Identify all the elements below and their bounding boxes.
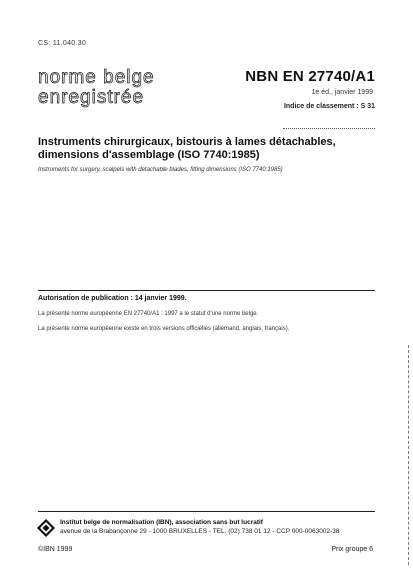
- document-subtitle-english: Instruments for surgery, scalpels with detachable blades, fitting dimensions (ISO 7740:1985): [38, 167, 283, 173]
- versions-paragraph: La présente norme européenne existe en trois versions officielles (allemand, anglais, français).: [38, 326, 290, 332]
- enregistree-label: enregistrée: [38, 87, 145, 108]
- divider-middle: [38, 290, 375, 291]
- classification-index: Indice de classement : S 31: [283, 103, 375, 110]
- divider-bottom: [38, 511, 375, 512]
- copyright: ©IBN 1999: [38, 546, 73, 553]
- institute-address: avenue de la Brabançonne 29 - 1000 BRUXELLES - TEL. (02) 738 01 12 - CCP 000-0063002-38: [60, 528, 340, 535]
- margin-scan-line: [408, 345, 409, 565]
- divider-top: [283, 128, 375, 129]
- standard-number: NBN EN 27740/A1: [245, 68, 375, 85]
- ics-code: CS: 11.040.30: [38, 40, 87, 47]
- document-title: Instruments chirurgicaux, bistouris à lames détachables, dimensions d'assemblage (ISO 7740:1985): [38, 136, 336, 161]
- ibn-logo-icon: [36, 518, 56, 538]
- price-group: Prix groupe 6: [331, 546, 373, 553]
- publication-authorization: Autorisation de publication : 14 janvier 1999.: [38, 295, 187, 302]
- norme-belge-label: norme belge: [38, 67, 155, 88]
- status-paragraph: La présente norme européenne EN 27740/A1 : 1997 a le statut d'une norme belge.: [38, 311, 259, 317]
- edition-date: 1e éd., janvier 1999: [311, 89, 373, 96]
- institute-name: Institut belge de normalisation (IBN), association sans but lucratif: [60, 519, 263, 526]
